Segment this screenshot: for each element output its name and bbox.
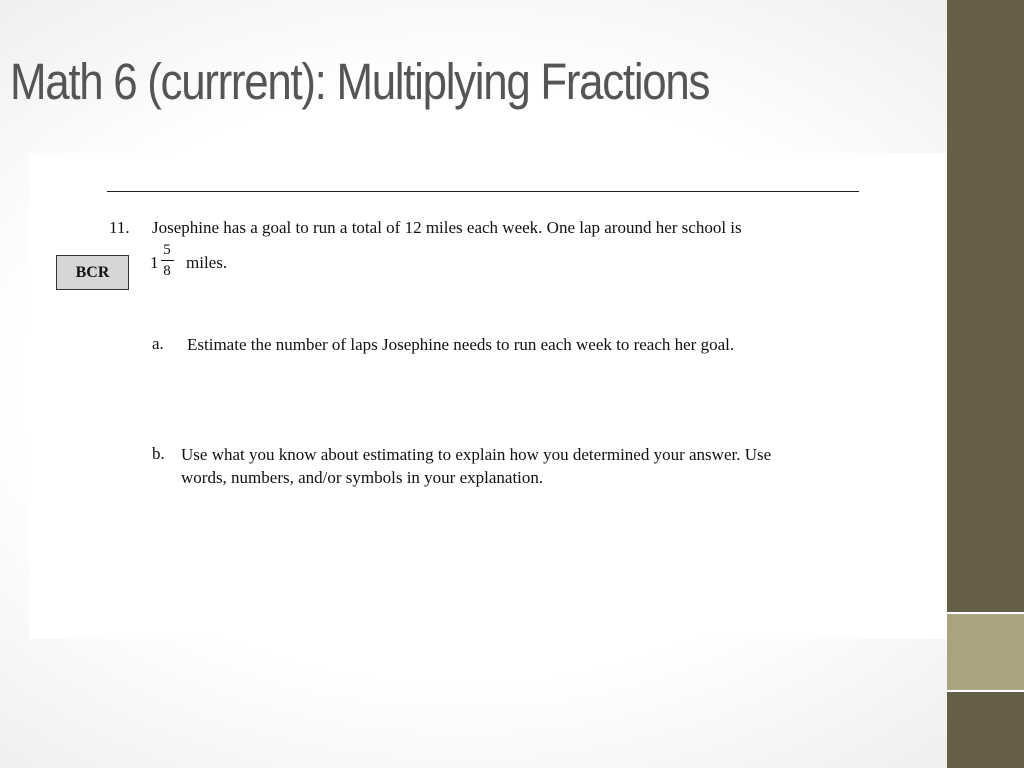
header-rule [107, 191, 859, 192]
mixed-whole: 1 [150, 253, 159, 272]
part-a-text: Estimate the number of laps Josephine needs to run each week to reach her goal. [187, 335, 735, 354]
bcr-badge [56, 255, 129, 290]
unit-label: miles. [186, 253, 228, 272]
part-b-text-line2: words, numbers, and/or symbols in your explanation. [181, 468, 544, 487]
question-stem: Josephine has a goal to run a total of 12 miles each week. One lap around her school is [152, 218, 742, 237]
part-b-letter: b. [152, 444, 165, 463]
question-number: 11. [109, 218, 130, 237]
bcr-label: BCR [75, 263, 110, 281]
fraction-numerator: 5 [163, 242, 171, 258]
slide-title: Math 6 (currrent): Multiplying Fractions [10, 53, 710, 110]
scanned-question-image [29, 153, 947, 639]
fraction [160, 242, 174, 280]
sidebar-divider-bottom [947, 690, 1024, 692]
sidebar-accent-block [947, 614, 1024, 690]
part-b-text-line1: Use what you know about estimating to explain how you determined your answer. Use [181, 445, 772, 464]
fraction-bar [161, 260, 174, 261]
part-a-letter: a. [152, 334, 164, 353]
fraction-denominator: 8 [163, 263, 171, 279]
